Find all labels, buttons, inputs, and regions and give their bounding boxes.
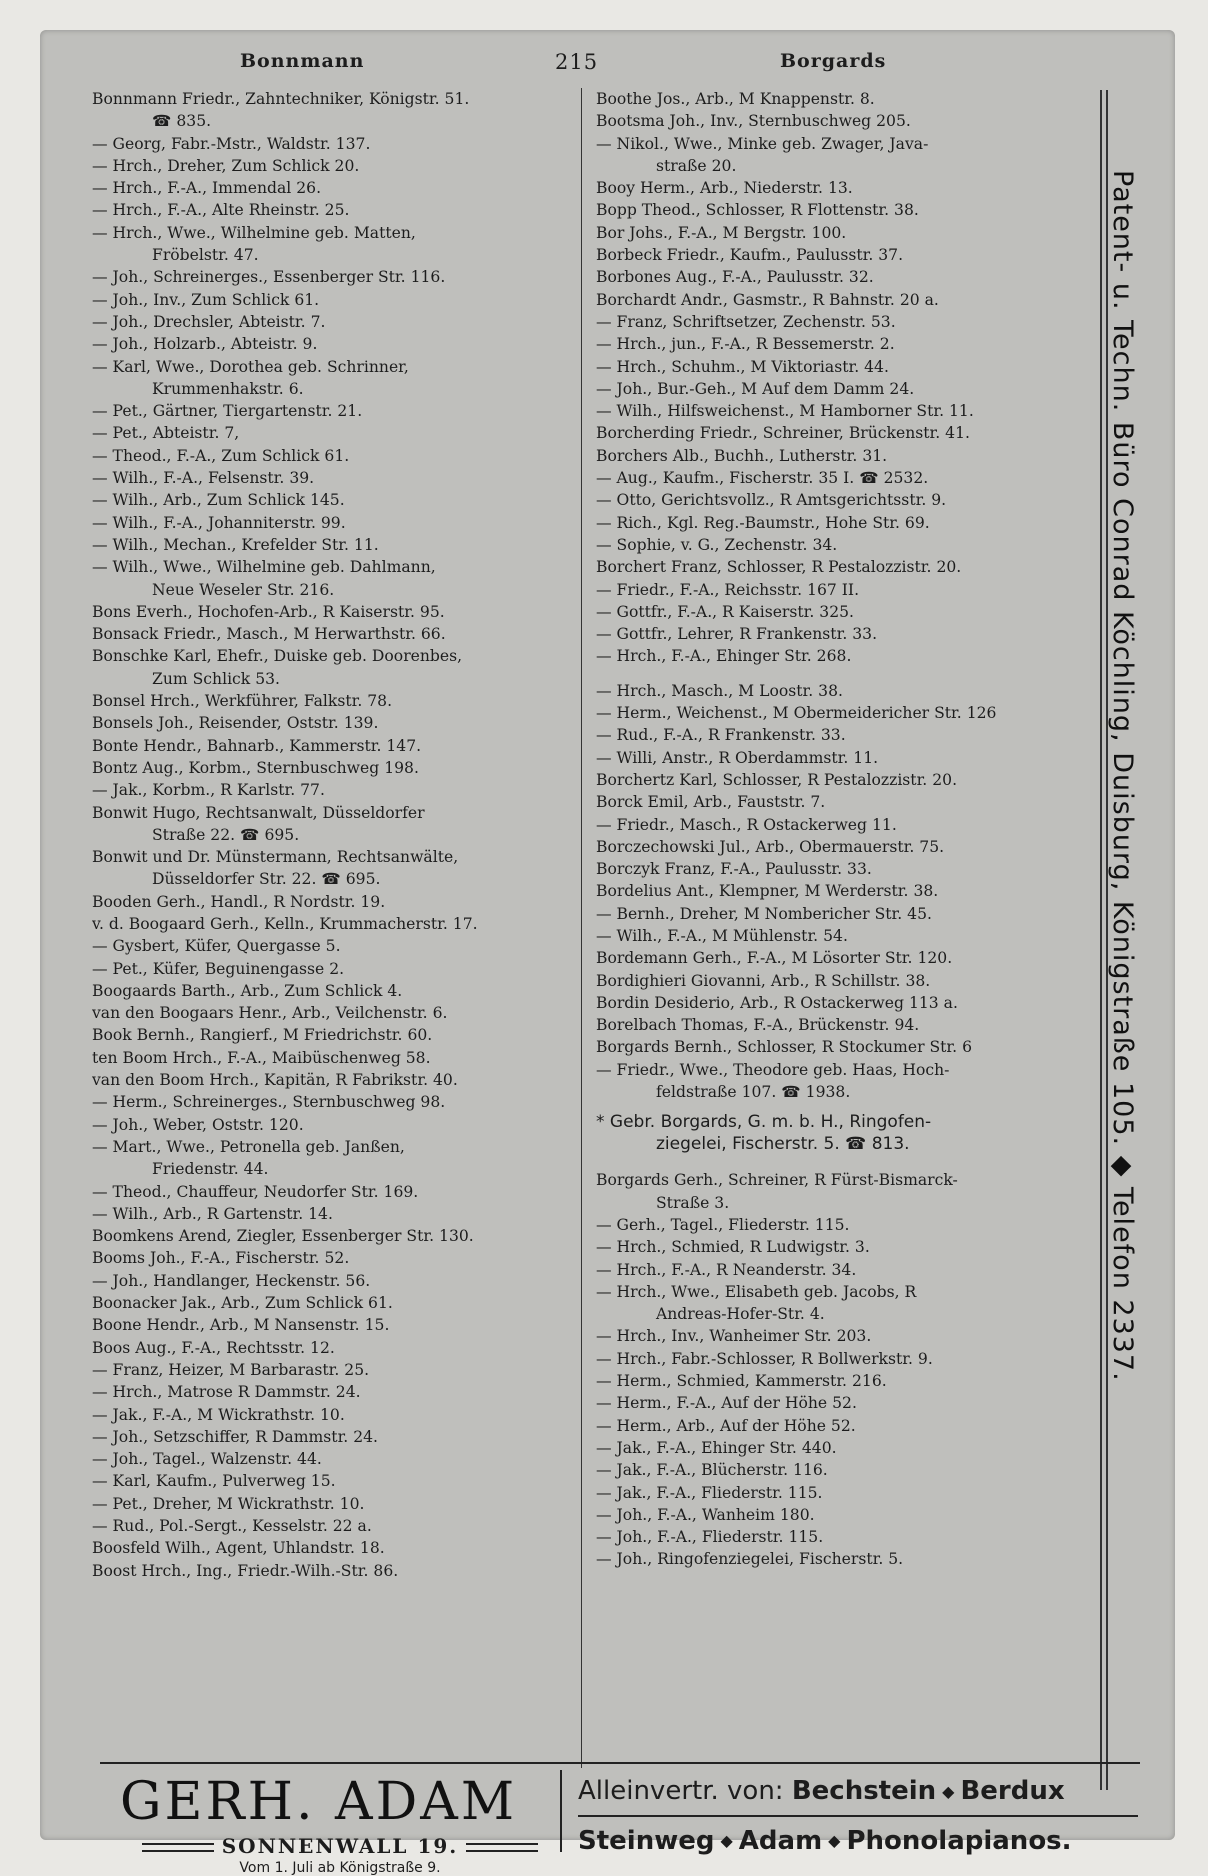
directory-entry-line: — Franz, Heizer, M Barbarastr. 25. xyxy=(92,1360,370,1379)
directory-entry-line: Bonsels Joh., Reisender, Oststr. 139. xyxy=(92,714,379,733)
directory-entry-line: Borchertz Karl, Schlosser, R Pestalozzistr. 20. xyxy=(596,770,958,789)
directory-entry-line: Boomkens Arend, Ziegler, Essenberger Str. 130. xyxy=(92,1227,474,1246)
footer-separator xyxy=(560,1770,562,1852)
directory-entry-line: Boogaards Barth., Arb., Zum Schlick 4. xyxy=(92,981,403,1000)
footer-adam-note: Vom 1. Juli ab Königstraße 9. xyxy=(239,1860,441,1876)
ad-rule-left xyxy=(1100,90,1102,1790)
directory-entry-line: — Sophie, v. G., Zechenstr. 34. xyxy=(596,535,838,554)
directory-entry-line: Bonsel Hrch., Werkführer, Falkstr. 78. xyxy=(92,692,393,711)
directory-entry-line: Borczechowski Jul., Arb., Obermauerstr. 75. xyxy=(596,837,945,856)
directory-entry-line: — Rud., Pol.-Sergt., Kesselstr. 22 a. xyxy=(92,1517,372,1535)
page-number: 215 xyxy=(555,50,599,74)
directory-entry-line: — Joh., F.-A., Fliederstr. 115. xyxy=(596,1528,824,1547)
directory-entry-line: — Joh., Tagel., Walzenstr. 44. xyxy=(92,1450,322,1469)
directory-entry-line: Straße 3. xyxy=(656,1193,730,1212)
directory-entry-line: Borgards Gerh., Schreiner, R Fürst-Bismarck- xyxy=(596,1171,958,1190)
directory-entry-line: v. d. Boogaard Gerh., Kelln., Krummacherstr. 17. xyxy=(92,914,478,933)
directory-entry-line: — Hrch., F.-A., R Neanderstr. 34. xyxy=(596,1260,857,1279)
right-column-top-entries xyxy=(596,88,1116,1103)
directory-entry-line: — Friedr., Masch., R Ostackerweg 11. xyxy=(596,815,897,834)
directory-entry-line: — Herm., Schmied, Kammerstr. 216. xyxy=(596,1372,887,1391)
directory-entry-line: Bonnmann Friedr., Zahntechniker, Königstr. 51. xyxy=(92,90,470,108)
directory-entry-line: — Joh., Holzarb., Abteistr. 9. xyxy=(92,335,318,354)
directory-entry-line: — Mart., Wwe., Petronella geb. Janßen, xyxy=(92,1137,405,1156)
directory-entry-line: — Joh., Inv., Zum Schlick 61. xyxy=(92,290,320,309)
directory-entry-line: — Hrch., Fabr.-Schlosser, R Bollwerkstr. 9. xyxy=(596,1349,933,1368)
directory-entry-line: feldstraße 107. ☎ 1938. xyxy=(656,1083,851,1102)
directory-entry-line: Boosfeld Wilh., Agent, Uhlandstr. 18. xyxy=(92,1539,385,1558)
directory-entry-line: — Joh., Drechsler, Abteistr. 7. xyxy=(92,312,326,331)
directory-entry-line: — Wilh., Wwe., Wilhelmine geb. Dahlmann, xyxy=(92,558,436,577)
directory-entry-line: Boone Hendr., Arb., M Nansenstr. 15. xyxy=(92,1316,390,1335)
directory-entry-line: Bordin Desiderio, Arb., R Ostackerweg 113 a. xyxy=(596,993,958,1012)
directory-entry-line: — Joh., Setzschiffer, R Dammstr. 24. xyxy=(92,1427,379,1446)
directory-entry-line: Bonwit und Dr. Münstermann, Rechtsanwälte, xyxy=(92,848,459,867)
directory-entry-line: Bons Everh., Hochofen-Arb., R Kaiserstr. 95. xyxy=(92,602,445,621)
directory-entry-line: — Joh., Bur.-Geh., M Auf dem Damm 24. xyxy=(596,379,915,398)
directory-entry-line: Bonwit Hugo, Rechtsanwalt, Düsseldorfer xyxy=(92,803,425,822)
directory-entry-line: Bordemann Gerh., F.-A., M Lösorter Str. 120. xyxy=(596,949,953,968)
footer-brand-phonolapianos: Phonolapianos. xyxy=(846,1825,1072,1856)
directory-entry-line: — Hrch., Schuhm., M Viktoriastr. 44. xyxy=(596,357,889,376)
right-column-bottom-entries xyxy=(596,1169,1116,1570)
company-ad-line: * Gebr. Borgards, G. m. b. H., Ringofen- xyxy=(596,1112,932,1133)
directory-entry-line: — Herm., Weichenst., M Obermeidericher Str. 126 xyxy=(596,704,997,723)
directory-entry-line: — Theod., F.-A., Zum Schlick 61. xyxy=(92,446,350,465)
directory-entry-line: Booden Gerh., Handl., R Nordstr. 19. xyxy=(92,892,386,911)
directory-entry-line: — Theod., Chauffeur, Neudorfer Str. 169. xyxy=(92,1182,419,1201)
directory-entry-line: — Pet., Gärtner, Tiergartenstr. 21. xyxy=(92,402,363,421)
directory-entry-line: — Rich., Kgl. Reg.-Baumstr., Hohe Str. 69. xyxy=(596,513,930,532)
directory-entry-line: — Franz, Schriftsetzer, Zechenstr. 53. xyxy=(596,312,896,331)
directory-entry-line: — Georg, Fabr.-Mstr., Waldstr. 137. xyxy=(92,134,371,153)
directory-entry-line: — Wilh., F.-A., Johanniterstr. 99. xyxy=(92,513,346,532)
footer-piano-prefix: Alleinvertr. von: xyxy=(578,1776,784,1806)
directory-entry-line: Borcherding Friedr., Schreiner, Brückenstr. 41. xyxy=(596,424,970,443)
directory-entry-line: — Wilh., Mechan., Krefelder Str. 11. xyxy=(92,535,379,554)
directory-entry-line: — Aug., Kaufm., Fischerstr. 35 I. ☎ 2532. xyxy=(596,469,929,488)
directory-entry-line: — Hrch., jun., F.-A., R Bessemerstr. 2. xyxy=(596,335,895,354)
directory-entry-line: Borbeck Friedr., Kaufm., Paulusstr. 37. xyxy=(596,246,904,265)
directory-entry-line: Bopp Theod., Schlosser, R Flottenstr. 38. xyxy=(596,201,919,220)
directory-entry-line: — Herm., F.-A., Auf der Höhe 52. xyxy=(596,1394,857,1413)
directory-entry-line: Boost Hrch., Ing., Friedr.-Wilh.-Str. 86. xyxy=(92,1561,399,1580)
directory-entry-line: — Pet., Abteistr. 7, xyxy=(92,424,240,443)
directory-entry-line: Krummenhakstr. 6. xyxy=(152,379,304,398)
vertical-advertisement: Patent- u. Techn. Büro Conrad Köchling, Duisburg, Königstraße 105. ◆ Telefon 2337. xyxy=(1107,170,1138,1382)
directory-entry-line: — Pet., Dreher, M Wickrathstr. 10. xyxy=(92,1494,365,1513)
left-column xyxy=(92,88,576,1582)
directory-entry-line: — Joh., Weber, Oststr. 120. xyxy=(92,1115,304,1134)
directory-entry-line: — Jak., F.-A., M Wickrathstr. 10. xyxy=(92,1405,345,1424)
directory-entry-line: — Wilh., Arb., Zum Schlick 145. xyxy=(92,491,345,510)
directory-entry-line: Book Bernh., Rangierf., M Friedrichstr. 60. xyxy=(92,1026,433,1045)
directory-entry-line: Bordelius Ant., Klempner, M Werderstr. 38. xyxy=(596,882,939,901)
directory-entry-line: — Joh., F.-A., Wanheim 180. xyxy=(596,1505,815,1524)
directory-entry-line: — Pet., Küfer, Beguinengasse 2. xyxy=(92,959,345,978)
company-ad-line: ziegelei, Fischerstr. 5. ☎ 813. xyxy=(656,1134,910,1155)
footer-adam-address xyxy=(120,1834,560,1858)
directory-entry-line: Bordighieri Giovanni, Arb., R Schillstr. 38. xyxy=(596,971,931,990)
directory-entry-line: — Jak., F.-A., Fliederstr. 115. xyxy=(596,1483,823,1502)
directory-entry-line: — Wilh., F.-A., M Mühlenstr. 54. xyxy=(596,926,848,945)
directory-entry-line: Boothe Jos., Arb., M Knappenstr. 8. xyxy=(596,90,875,108)
directory-entry-line: — Hrch., Wwe., Elisabeth geb. Jacobs, R xyxy=(596,1282,917,1301)
directory-entry-line: — Willi, Anstr., R Oberdammstr. 11. xyxy=(596,748,879,767)
directory-entry-line: — Wilh., Hilfsweichenst., M Hamborner Str. 11. xyxy=(596,402,974,421)
directory-entry-line: Bootsma Joh., Inv., Sternbuschweg 205. xyxy=(596,112,911,131)
footer-address-text: SONNENWALL 19. xyxy=(221,1834,459,1858)
directory-entry-line: van den Boom Hrch., Kapitän, R Fabrikstr. 40. xyxy=(92,1071,458,1090)
directory-entry-line: — Joh., Schreinerges., Essenberger Str. 116. xyxy=(92,268,446,287)
directory-entry-line: — Gottfr., Lehrer, R Frankenstr. 33. xyxy=(596,625,878,644)
directory-entry-line: Booms Joh., F.-A., Fischerstr. 52. xyxy=(92,1249,350,1268)
directory-entry-line: — Otto, Gerichtsvollz., R Amtsgerichtsstr. 9. xyxy=(596,491,947,510)
directory-entry-line: Bor Johs., F.-A., M Bergstr. 100. xyxy=(596,223,847,242)
footer-piano-rule xyxy=(578,1815,1138,1817)
directory-entry-line: Zum Schlick 53. xyxy=(152,669,280,688)
directory-entry-line: straße 20. xyxy=(656,156,737,175)
footer-brand-berdux: Berdux xyxy=(960,1776,1065,1806)
directory-entry-line: Borbones Aug., F.-A., Paulusstr. 32. xyxy=(596,268,874,287)
directory-entry-line: — Hrch., Inv., Wanheimer Str. 203. xyxy=(596,1327,872,1346)
footer-rule xyxy=(100,1762,1140,1764)
directory-entry-line: Borelbach Thomas, F.-A., Brückenstr. 94. xyxy=(596,1016,920,1035)
directory-entry-line: — Hrch., F.-A., Alte Rheinstr. 25. xyxy=(92,201,350,220)
directory-entry-line: — Herm., Schreinerges., Sternbuschweg 98. xyxy=(92,1093,446,1112)
directory-entry-line: Neue Weseler Str. 216. xyxy=(152,580,335,599)
directory-entry-line: — Nikol., Wwe., Minke geb. Zwager, Java- xyxy=(596,134,929,153)
directory-entry-line: — Karl, Kaufm., Pulverweg 15. xyxy=(92,1472,336,1491)
directory-entry-line: Borck Emil, Arb., Fauststr. 7. xyxy=(596,793,826,812)
footer-piano-line2 xyxy=(578,1823,1138,1860)
diamond-icon: ◆ xyxy=(720,1831,733,1850)
directory-entry-line: Düsseldorfer Str. 22. ☎ 695. xyxy=(152,870,381,889)
directory-entry-line: — Wilh., Arb., R Gartenstr. 14. xyxy=(92,1204,333,1223)
directory-entry-line: — Jak., Korbm., R Karlstr. 77. xyxy=(92,781,325,800)
directory-entry-line: Bontz Aug., Korbm., Sternbuschweg 198. xyxy=(92,758,419,777)
footer-adam-ad xyxy=(120,1772,560,1876)
directory-entry-line: Friedenstr. 44. xyxy=(152,1160,269,1179)
directory-entry-line: — Jak., F.-A., Ehinger Str. 440. xyxy=(596,1438,837,1457)
diamond-icon: ◆ xyxy=(942,1781,955,1801)
directory-entry-line: Andreas-Hofer-Str. 4. xyxy=(656,1305,825,1324)
directory-entry-line: Borchers Alb., Buchh., Lutherstr. 31. xyxy=(596,446,888,465)
borgards-company-ad xyxy=(596,1111,1116,1155)
directory-entry-line: — Hrch., Matrose R Dammstr. 24. xyxy=(92,1383,361,1402)
footer-address-rule-left xyxy=(142,1843,214,1852)
directory-entry-line: Borchardt Andr., Gasmstr., R Bahnstr. 20 a. xyxy=(596,290,939,309)
directory-entry-line: van den Boogaars Henr., Arb., Veilchenstr. 6. xyxy=(92,1004,448,1023)
directory-entry-line xyxy=(596,668,1116,680)
directory-entry-line: — Wilh., F.-A., Felsenstr. 39. xyxy=(92,469,315,488)
directory-entry-line: ten Boom Hrch., F.-A., Maibüschenweg 58. xyxy=(92,1048,431,1067)
right-column xyxy=(596,88,1116,1571)
directory-entry-line: Booy Herm., Arb., Niederstr. 13. xyxy=(596,179,853,198)
directory-entry-line: — Hrch., Wwe., Wilhelmine geb. Matten, xyxy=(92,223,416,242)
directory-entry-line: — Hrch., Masch., M Loostr. 38. xyxy=(596,681,843,700)
directory-entry-line: — Joh., Handlanger, Heckenstr. 56. xyxy=(92,1271,371,1290)
footer-brand-adam: Adam xyxy=(738,1825,823,1856)
directory-entry-line: Boonacker Jak., Arb., Zum Schlick 61. xyxy=(92,1294,393,1313)
directory-entry-line: — Rud., F.-A., R Frankenstr. 33. xyxy=(596,726,846,745)
header-right-keyword: Borgards xyxy=(780,50,887,72)
directory-entry-line: — Hrch., F.-A., Ehinger Str. 268. xyxy=(596,647,852,666)
diamond-icon: ◆ xyxy=(828,1831,841,1850)
directory-entry-line: — Karl, Wwe., Dorothea geb. Schrinner, xyxy=(92,357,409,376)
directory-entry-line: Bonschke Karl, Ehefr., Duiske geb. Doorenbes, xyxy=(92,647,463,666)
directory-entry-line: Borchert Franz, Schlosser, R Pestalozzistr. 20. xyxy=(596,558,962,577)
header-left-keyword: Bonnmann xyxy=(240,50,365,72)
directory-entry-line: — Joh., Ringofenziegelei, Fischerstr. 5. xyxy=(596,1550,904,1569)
footer-address-rule-right xyxy=(466,1843,538,1852)
directory-entry-line: Borgards Bernh., Schlosser, R Stockumer Str. 6 xyxy=(596,1038,973,1057)
directory-entry-line: — Hrch., Dreher, Zum Schlick 20. xyxy=(92,156,360,175)
footer-adam-name: GERH. ADAM xyxy=(120,1772,518,1832)
directory-entry-line: — Bernh., Dreher, M Nombericher Str. 45. xyxy=(596,904,932,923)
directory-entry-line: — Friedr., F.-A., Reichsstr. 167 II. xyxy=(596,580,860,599)
directory-entry-line: Borczyk Franz, F.-A., Paulusstr. 33. xyxy=(596,860,872,879)
directory-entry-line: — Herm., Arb., Auf der Höhe 52. xyxy=(596,1416,856,1435)
directory-entry-line: — Gerh., Tagel., Fliederstr. 115. xyxy=(596,1215,850,1234)
directory-entry-line: — Jak., F.-A., Blücherstr. 116. xyxy=(596,1461,828,1480)
footer-piano-line1 xyxy=(578,1772,1138,1811)
directory-entry-line: ☎ 835. xyxy=(152,112,212,131)
directory-entry-line: Straße 22. ☎ 695. xyxy=(152,825,300,844)
footer-brand-steinweg: Steinweg xyxy=(578,1825,715,1856)
directory-entry-line: — Gysbert, Küfer, Quergasse 5. xyxy=(92,937,341,956)
directory-entry-line: Bonsack Friedr., Masch., M Herwarthstr. 66. xyxy=(92,625,446,644)
footer-piano-ad xyxy=(578,1772,1138,1859)
directory-entry-line: — Hrch., Schmied, R Ludwigstr. 3. xyxy=(596,1238,870,1257)
column-divider xyxy=(581,88,582,1768)
directory-entry-line: Fröbelstr. 47. xyxy=(152,246,259,265)
directory-entry-line: — Hrch., F.-A., Immendal 26. xyxy=(92,179,322,198)
directory-entry-line: — Gottfr., F.-A., R Kaiserstr. 325. xyxy=(596,602,855,621)
directory-entry-line: Boos Aug., F.-A., Rechtsstr. 12. xyxy=(92,1338,335,1357)
directory-entry-line: — Friedr., Wwe., Theodore geb. Haas, Hoch- xyxy=(596,1060,950,1079)
directory-entry-line: Bonte Hendr., Bahnarb., Kammerstr. 147. xyxy=(92,736,422,755)
footer-brand-bechstein: Bechstein xyxy=(791,1776,937,1806)
